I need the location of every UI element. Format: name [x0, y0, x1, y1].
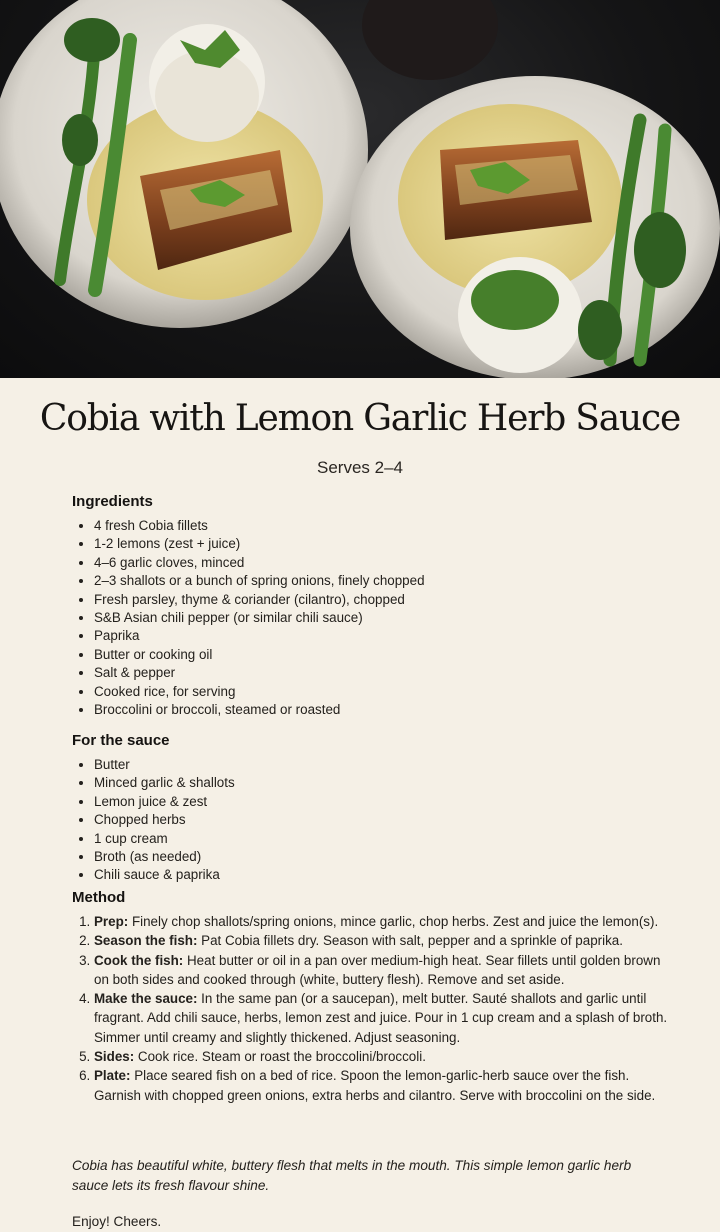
signoff-text: Enjoy! Cheers.	[72, 1214, 162, 1229]
glass-shape	[362, 0, 498, 80]
sauce-item: • Lemon juice & zest	[94, 793, 235, 811]
ingredients-list	[72, 517, 425, 719]
ingredient-item: • Paprika	[94, 627, 425, 645]
ingredient-item: • Broccolini or broccoli, steamed or roasted	[94, 701, 425, 719]
recipe-title: Cobia with Lemon Garlic Herb Sauce	[39, 398, 681, 439]
method-step	[94, 1066, 669, 1105]
step-label: Plate:	[94, 1068, 131, 1084]
method-step	[94, 951, 669, 990]
sauce-item: • Chopped herbs	[94, 811, 235, 829]
sauce-item: • Chili sauce & paprika	[94, 866, 235, 884]
step-label: Make the sauce:	[94, 991, 198, 1007]
recipe-note: Cobia has beautiful white, buttery flesh that melts in the mouth. This simple lemon garlic herb sauce lets its fresh flavour shine.	[72, 1158, 632, 1193]
hero-photo	[0, 0, 720, 378]
ingredient-item: • Cooked rice, for serving	[94, 683, 425, 701]
ingredient-item: • Salt & pepper	[94, 664, 425, 682]
servings-text: Serves 2–4	[317, 458, 403, 477]
sauce-item: • Butter	[94, 756, 235, 774]
step-label: Season the fish:	[94, 933, 198, 949]
right-plate	[350, 76, 720, 378]
step-text: Place seared fish on a bed of rice. Spoon the lemon-garlic-herb sauce over the fish. Garnish with chopped green onions, extra herbs and cilantro. Serve with broccolini on the side.	[94, 1068, 656, 1103]
method-heading: Method	[72, 889, 126, 906]
recipe-card	[0, 378, 720, 1232]
plated-cobia-illustration	[0, 0, 720, 378]
left-plate	[0, 0, 368, 328]
sauce-item: • Minced garlic & shallots	[94, 774, 235, 792]
method-steps	[72, 912, 669, 1105]
step-text: Cook rice. Steam or roast the broccolini/broccoli.	[134, 1049, 426, 1065]
sauce-item: • Broth (as needed)	[94, 848, 235, 866]
method-step	[94, 989, 669, 1047]
step-label: Sides:	[94, 1049, 135, 1065]
step-label: Prep:	[94, 914, 129, 929]
ingredient-item: • Butter or cooking oil	[94, 646, 425, 664]
ingredient-item: • 2–3 shallots or a bunch of spring onions, finely chopped	[94, 572, 425, 590]
ingredients-heading: Ingredients	[72, 493, 153, 510]
step-text: Heat butter or oil in a pan over medium-high heat. Sear fillets until golden brown on both sides and cooked through (white, buttery flesh). Remove and set aside.	[94, 952, 661, 987]
ingredient-item: • Fresh parsley, thyme & coriander (cilantro), chopped	[94, 591, 425, 609]
ingredient-item: • 4–6 garlic cloves, minced	[94, 554, 425, 572]
ingredient-item: • 1-2 lemons (zest + juice)	[94, 535, 425, 553]
sauce-list	[72, 756, 235, 885]
step-text: In the same pan (or a saucepan), melt butter. Sauté shallots and garlic until fragrant. Add chili sauce, herbs, lemon zest and juice. Pour in 1 cup cream and a splash of broth. Simmer until creamy and slightly thickened. Adjust seasoning.	[94, 991, 668, 1045]
method-step	[94, 912, 669, 931]
sauce-heading: For the sauce	[72, 732, 170, 749]
method-step	[94, 1047, 669, 1066]
method-step	[94, 931, 669, 950]
ingredient-item: • 4 fresh Cobia fillets	[94, 517, 425, 535]
ingredient-item: • S&B Asian chili pepper (or similar chili sauce)	[94, 609, 425, 627]
step-text: Finely chop shallots/spring onions, mince garlic, chop herbs. Zest and juice the lemon(s).	[128, 914, 659, 929]
step-text: Pat Cobia fillets dry. Season with salt, pepper and a sprinkle of paprika.	[197, 933, 623, 949]
sauce-item: • 1 cup cream	[94, 830, 235, 848]
step-label: Cook the fish:	[94, 952, 184, 968]
